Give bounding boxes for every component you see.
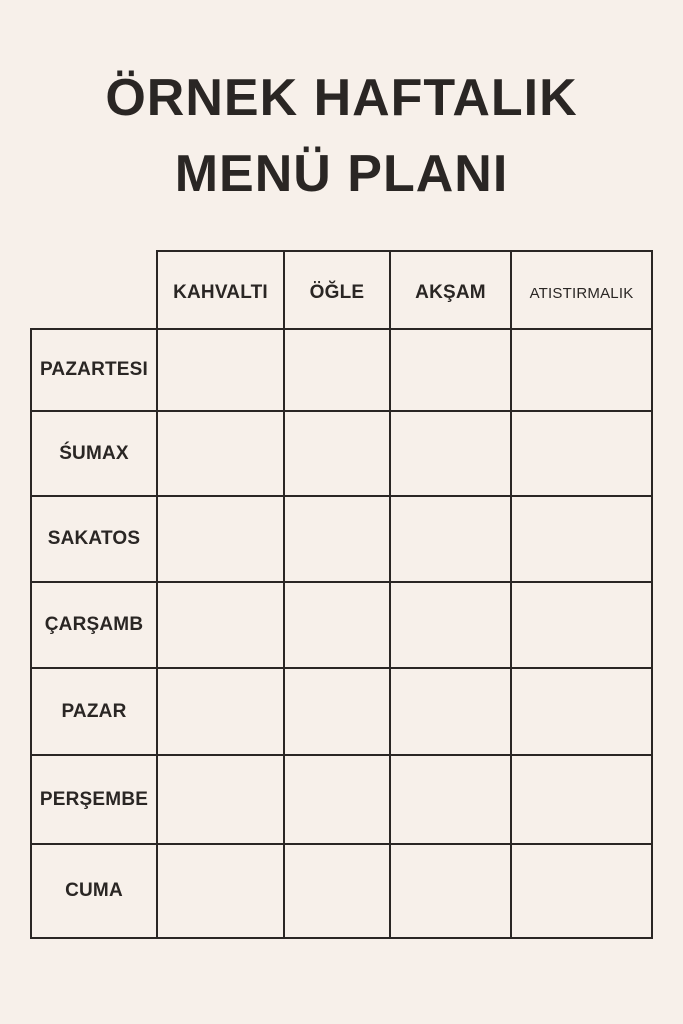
meal-cell — [283, 581, 391, 669]
day-label: PERŞEMBE — [39, 788, 149, 810]
meal-cell — [510, 843, 653, 939]
meal-cell — [389, 328, 512, 412]
meal-cell — [283, 667, 391, 756]
meal-cell — [389, 581, 512, 669]
meal-cell — [510, 495, 653, 583]
column-header — [283, 250, 391, 330]
meal-cell — [389, 843, 512, 939]
day-row-header — [30, 328, 158, 412]
meal-cell — [510, 328, 653, 412]
column-header-label: ÖĞLE — [309, 282, 365, 303]
meal-cell — [389, 495, 512, 583]
day-row-header — [30, 754, 158, 845]
meal-cell — [510, 754, 653, 845]
meal-cell — [283, 843, 391, 939]
meal-cell — [389, 667, 512, 756]
day-label: PAZAR — [61, 700, 127, 722]
meal-cell — [283, 754, 391, 845]
meal-cell — [156, 495, 285, 583]
day-label: PAZARTESI — [39, 359, 149, 380]
day-label: SAKATOS — [47, 528, 141, 549]
meal-cell — [156, 581, 285, 669]
page-title-line-1: ÖRNEK HAFTALIK — [105, 69, 578, 127]
column-header-label: ATISTIRMALIK — [529, 284, 634, 302]
page-title-line-2: MENÜ PLANI — [174, 145, 509, 203]
column-header — [510, 250, 653, 330]
day-row-header — [30, 667, 158, 756]
day-label: ÇARŞAMB — [44, 614, 144, 635]
day-row-header — [30, 410, 158, 497]
meal-cell — [156, 667, 285, 756]
meal-cell — [510, 581, 653, 669]
meal-cell — [389, 754, 512, 845]
meal-cell — [156, 843, 285, 939]
day-row-header — [30, 843, 158, 939]
meal-cell — [156, 410, 285, 497]
meal-cell — [510, 410, 653, 497]
column-header — [389, 250, 512, 330]
column-header-label: AKŞAM — [415, 282, 486, 303]
day-label: CUMA — [65, 880, 123, 901]
day-label: ŚUMAX — [59, 442, 129, 464]
day-row-header — [30, 581, 158, 669]
meal-cell — [156, 754, 285, 845]
meal-cell — [510, 667, 653, 756]
meal-cell — [156, 328, 285, 412]
meal-cell — [389, 410, 512, 497]
meal-cell — [283, 495, 391, 583]
column-header-label: KAHVALTI — [173, 282, 268, 303]
meal-cell — [283, 328, 391, 412]
meal-cell — [283, 410, 391, 497]
column-header — [156, 250, 285, 330]
day-row-header — [30, 495, 158, 583]
